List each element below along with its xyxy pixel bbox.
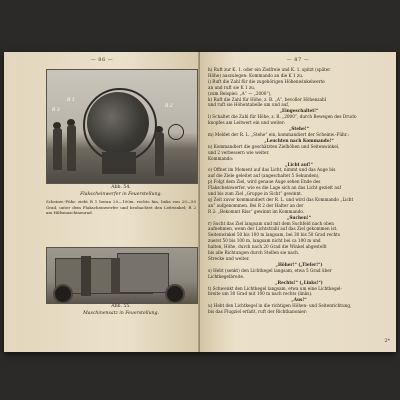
text-line: Strecke und weiter. — [208, 256, 250, 261]
text-line: bis das Flugziel erfaßt, ruft der Richtkanonier: — [208, 309, 308, 315]
text-line: (zum Beispiel: „A“ — „2000“), — [208, 90, 272, 96]
soldier-figure — [155, 132, 164, 176]
generator-truck-photo — [46, 247, 198, 304]
text-line: Lichtkegelbreite. — [208, 273, 245, 279]
text-line: aufnehmen, wenn der Lichtstrahl auf das Ziel gekommen ist. — [208, 226, 338, 232]
searchlight-photo — [46, 69, 198, 184]
text-line: und bis zum Ziel „Gruppe in Sicht“ gewinnt. — [208, 191, 303, 197]
text-line: an und ruft sie K 1 zu, — [208, 84, 256, 90]
command-line: „Rechts!“ („Links!“) — [275, 279, 323, 285]
truck-wheel — [53, 284, 73, 304]
handwheel — [168, 124, 184, 140]
figure2-subtitle: Maschinensatz in Feuerstellung. — [83, 311, 159, 316]
figure1-subtitle: Flakscheinwerfer in Feuerstellung. — [80, 192, 162, 197]
command-line: „Stehe!“ — [289, 126, 309, 132]
text-line: o) Öffnet im Moment auf das Licht, nimmt und das Auge bis — [208, 167, 336, 173]
command-line: „Eingeschaltet!“ — [279, 108, 319, 114]
figure1-title: Abb. 54. — [111, 185, 131, 190]
truck-wheel — [165, 284, 185, 304]
photo-label-r3: R 3 — [52, 108, 60, 113]
right-page-number: — 87 — — [286, 57, 310, 63]
searchlight-lamp — [87, 92, 149, 154]
text-line: h) Ruft zur K. 1. oder ein Zielfreie und K. 1. spitzt (später — [208, 67, 331, 72]
figure2-title: Abb. 55. — [111, 304, 131, 309]
text-line: und ruft sie Höhentabelle um und auf, — [208, 102, 290, 108]
text-line: k) Ruft die Zahl für Höhe, z. B. „A“, bevoller Höhenzahl — [208, 96, 327, 102]
book-spread — [4, 52, 396, 352]
text-line: i) Ruft die Zahl für die zugehörigen Höhenwinkelwerte — [208, 78, 325, 84]
command-line: „Suchen!“ — [286, 214, 312, 220]
photo-label-r2: R 2 — [165, 104, 173, 109]
text-line: knopfes am Leitwert ein und weiter: — [208, 120, 286, 126]
text-line: u) Hebt den Lichtkegel in die richtigen Höhen- und Seitenrichtung, — [208, 303, 352, 309]
soldier-figure — [81, 256, 91, 296]
text-line: n) Kommandiert die geschätzten Zielhöhen und Seitenwinkel, — [208, 143, 340, 149]
text-line: an“ aufgenommen. Bei R 2 der Halter an der — [208, 202, 304, 208]
text-line: Flakscheinwerfer, wie es die Lage sich an das Licht gezielt auf — [208, 185, 342, 191]
right-page — [200, 52, 396, 352]
text-line: Seitenwinkel 50 bis 100 m langsam, bei 30 bis 50 Grad rechts — [208, 232, 340, 238]
photo-label-r1: R 1 — [67, 98, 75, 103]
soldier-figure — [53, 128, 62, 170]
left-page-number: — 86 — — [90, 57, 114, 63]
searchlight-stand — [102, 152, 136, 174]
text-line: Höhe) auszulegen: Kommando an die K 1 zu. — [208, 72, 304, 78]
text-line: R 2: „Bekommt Riss“ gewinnt im Kommando. — [208, 208, 305, 214]
text-line: Kommando: — [208, 155, 234, 161]
text-line: bis alle Richtungen durch Stellen sie nach. — [208, 250, 300, 256]
text-line: und 2 verbessern wie weiter. — [208, 149, 270, 155]
text-line: l) Schaltet die Zahl für Höhe, z. B. „2000“, durch Bewegen des Druck- — [208, 114, 358, 120]
signature-mark: 2* — [384, 338, 390, 344]
truck-cargo — [117, 253, 169, 293]
right-page-text — [208, 67, 390, 315]
text-line: auf die Ziele geleitet auf (angeschaltet 5 Sekunden), — [208, 173, 320, 179]
text-line: q) Zeit zuvor kommandiert der R. L. und wird das Kommando „Licht — [208, 196, 354, 202]
soldier-figure — [111, 258, 120, 294]
text-line: r) Sucht das Ziel langsam und mit dem Suchfeld nach oben — [208, 220, 334, 226]
soldier-figure — [67, 125, 76, 171]
text-line: zuerst 50 bis 100 m, langsam nicht bei ca 100 m und — [208, 238, 321, 244]
text-line: halten, Höhe, durch nach 20 Grad die Winkel abgestellt — [208, 244, 327, 250]
command-line: „Höher!“ („Tiefer!“) — [275, 261, 323, 267]
text-line: m) Meldet der R. L. „Stehe“ ein, kommandiert der Scheinw.-Führ.: — [208, 131, 350, 137]
figure1-text: Scheinw.-Führ. zieht R 1 heran 20—100m. rechts hin, links von 20—50 Grad, unter dem Flakscheinwerfer und beobachtet den Leitwinkel; R 2 am Hilfsmaschinenrad. — [46, 199, 196, 215]
text-line: p) Folgt dem Ziel, wird genaue Auge sehen Ende des — [208, 179, 321, 185]
text-line: breite um 30 Grad mit 100 m nach rechts (links). — [208, 291, 313, 297]
command-line: „Aus!“ — [291, 297, 307, 303]
text-line: t) Schwenkt den Lichtkegel langsam, etwa um eine Lichtkegel- — [208, 285, 342, 291]
left-page — [4, 52, 200, 352]
command-line: „Leuchten nach Kommando!“ — [264, 137, 334, 143]
text-line: s) Hebt (senkt) den Lichtkegel langsam, etwa 5 Grad über — [208, 267, 332, 273]
command-line: „Licht auf!“ — [285, 161, 313, 167]
